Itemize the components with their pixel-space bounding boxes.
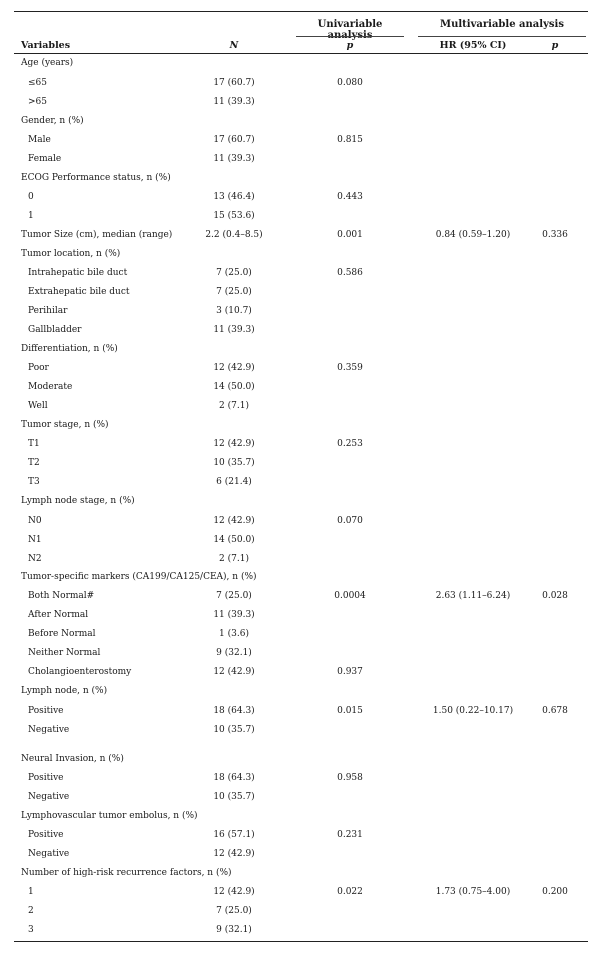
table-row (0, 420, 602, 436)
row-label: Positive (28, 706, 64, 716)
table-row (0, 439, 602, 455)
cell-hr: 0.84 (0.59–1.20) (435, 230, 511, 240)
row-label: Before Normal (28, 629, 96, 639)
cell-n: 12 (42.9) (213, 667, 255, 677)
table-row (0, 706, 602, 722)
row-label: N1 (28, 535, 42, 545)
row-label: Intrahepatic bile duct (28, 268, 128, 278)
table-row (0, 58, 602, 74)
row-label: T1 (28, 439, 40, 449)
row-label: Moderate (28, 382, 73, 392)
table-row (0, 554, 602, 570)
row-label: Lymph node stage, n (%) (21, 496, 135, 506)
table-bottom-rule (14, 941, 588, 942)
table-row (0, 648, 602, 664)
row-label: Cholangioenterostomy (28, 667, 132, 677)
table-row (0, 516, 602, 532)
cell-hr: 2.63 (1.11–6.24) (435, 591, 511, 601)
row-label: Lymphovascular tumor embolus, n (%) (21, 811, 198, 821)
table-row (0, 401, 602, 417)
row-label: T2 (28, 458, 40, 468)
table-row (0, 792, 602, 808)
row-label: Perihilar (28, 306, 68, 316)
cell-n: 18 (64.3) (213, 706, 255, 716)
cell-n: 9 (32.1) (216, 648, 252, 658)
row-label: Tumor location, n (%) (21, 249, 121, 259)
row-label: Gender, n (%) (21, 116, 84, 126)
row-label: Tumor-specific markers (CA199/CA125/CEA), n (%) (21, 572, 257, 582)
header-bottom-rule (14, 53, 588, 54)
row-label: 2 (28, 906, 34, 916)
table-row (0, 458, 602, 474)
table-row (0, 849, 602, 865)
row-label: >65 (28, 97, 47, 107)
table-row (0, 325, 602, 341)
row-label: Tumor stage, n (%) (21, 420, 109, 430)
cell-n: 14 (50.0) (213, 535, 255, 545)
cell-p-univariable: 0.586 (337, 268, 363, 278)
cell-n: 12 (42.9) (213, 849, 255, 859)
cell-n: 17 (60.7) (213, 78, 255, 88)
row-label: After Normal (28, 610, 89, 620)
row-label: 1 (28, 211, 34, 221)
cell-n: 7 (25.0) (216, 268, 252, 278)
table-row (0, 610, 602, 626)
table-row (0, 477, 602, 493)
row-label: Male (28, 135, 51, 145)
table-row (0, 868, 602, 884)
row-label: Gallbladder (28, 325, 82, 335)
row-label: N0 (28, 516, 42, 526)
table-row (0, 268, 602, 284)
column-header-n: N (229, 40, 239, 51)
column-header-variables: Variables (21, 40, 71, 51)
table-row (0, 230, 602, 246)
table-row (0, 363, 602, 379)
column-header-hr: HR (95% CI) (439, 40, 507, 51)
cell-p-univariable: 0.0004 (334, 591, 366, 601)
cell-n: 2 (7.1) (219, 554, 249, 564)
row-label: Neural Invasion, n (%) (21, 754, 124, 764)
cell-hr: 1.73 (0.75–4.00) (435, 887, 511, 897)
row-label: Positive (28, 830, 64, 840)
column-header-p-multivariable: p (551, 40, 559, 51)
cell-n: 11 (39.3) (213, 97, 255, 107)
cell-n: 12 (42.9) (213, 439, 255, 449)
cell-n: 14 (50.0) (213, 382, 255, 392)
cell-p-univariable: 0.015 (337, 706, 363, 716)
cell-p-univariable: 0.253 (337, 439, 363, 449)
cell-p-univariable: 0.001 (337, 230, 363, 240)
cell-p-multivariable: 0.200 (542, 887, 568, 897)
cell-n: 17 (60.7) (213, 135, 255, 145)
row-label: Positive (28, 773, 64, 783)
cell-p-univariable: 0.443 (337, 192, 363, 202)
table-row (0, 629, 602, 645)
table-row (0, 496, 602, 512)
cell-n: 12 (42.9) (213, 887, 255, 897)
row-label: Differentiation, n (%) (21, 344, 118, 354)
cell-n: 7 (25.0) (216, 906, 252, 916)
cell-n: 6 (21.4) (216, 477, 252, 487)
cell-n: 16 (57.1) (213, 830, 255, 840)
cell-n: 11 (39.3) (213, 154, 255, 164)
cell-p-univariable: 0.080 (337, 78, 363, 88)
cell-p-univariable: 0.815 (337, 135, 363, 145)
column-header-p-univariable: p (346, 40, 354, 51)
table-row (0, 344, 602, 360)
cell-p-univariable: 0.937 (337, 667, 363, 677)
univariable-group-header: Univariable (317, 19, 383, 30)
cell-n: 12 (42.9) (213, 363, 255, 373)
cell-n: 18 (64.3) (213, 773, 255, 783)
table-row (0, 173, 602, 189)
cell-n: 10 (35.7) (213, 458, 255, 468)
cell-n: 12 (42.9) (213, 516, 255, 526)
cell-p-univariable: 0.359 (337, 363, 363, 373)
table-row (0, 78, 602, 94)
row-label: Negative (28, 792, 70, 802)
table-row (0, 925, 602, 941)
table-row (0, 572, 602, 588)
table-row (0, 725, 602, 741)
row-label: Female (28, 154, 62, 164)
cell-n: 9 (32.1) (216, 925, 252, 935)
table-row (0, 535, 602, 551)
table-row (0, 667, 602, 683)
row-label: 3 (28, 925, 34, 935)
table-row (0, 773, 602, 789)
cell-p-univariable: 0.958 (337, 773, 363, 783)
table-row (0, 211, 602, 227)
cell-n: 7 (25.0) (216, 287, 252, 297)
cell-n: 13 (46.4) (213, 192, 255, 202)
cell-n: 2 (7.1) (219, 401, 249, 411)
cell-p-univariable: 0.231 (337, 830, 363, 840)
row-label: 0 (28, 192, 34, 202)
cell-n: 11 (39.3) (213, 325, 255, 335)
row-label: N2 (28, 554, 42, 564)
cell-p-multivariable: 0.028 (542, 591, 568, 601)
table-top-rule (14, 11, 588, 12)
cell-n: 10 (35.7) (213, 725, 255, 735)
cell-n: 10 (35.7) (213, 792, 255, 802)
cell-n: 2.2 (0.4–8.5) (205, 230, 263, 240)
table-row (0, 306, 602, 322)
table-row (0, 249, 602, 265)
univariable-span-rule (296, 36, 404, 37)
table-row (0, 192, 602, 208)
row-label: Lymph node, n (%) (21, 686, 108, 696)
table-row (0, 906, 602, 922)
table-row (0, 591, 602, 607)
table-row (0, 686, 602, 702)
row-label: Negative (28, 849, 70, 859)
cell-p-multivariable: 0.336 (542, 230, 568, 240)
row-label: 1 (28, 887, 34, 897)
row-label: ≤65 (28, 78, 47, 88)
row-label: T3 (28, 477, 40, 487)
table-row (0, 154, 602, 170)
cell-n: 15 (53.6) (213, 211, 255, 221)
multivariable-span-rule (418, 36, 586, 37)
row-label: Well (28, 401, 48, 411)
table-row (0, 811, 602, 827)
row-label: Neither Normal (28, 648, 101, 658)
table-row (0, 287, 602, 303)
cell-n: 3 (10.7) (216, 306, 252, 316)
row-label: Number of high-risk recurrence factors, n (%) (21, 868, 232, 878)
cell-n: 7 (25.0) (216, 591, 252, 601)
table-row (0, 887, 602, 903)
cell-hr: 1.50 (0.22–10.17) (432, 706, 514, 716)
table-row (0, 754, 602, 770)
cell-p-univariable: 0.070 (337, 516, 363, 526)
row-label: Negative (28, 725, 70, 735)
row-label: Poor (28, 363, 49, 373)
table-row (0, 116, 602, 132)
table-row (0, 382, 602, 398)
row-label: Extrahepatic bile duct (28, 287, 130, 297)
row-label: Both Normal# (28, 591, 95, 601)
row-label: Age (years) (21, 58, 74, 68)
cell-p-multivariable: 0.678 (542, 706, 568, 716)
multivariable-group-header: Multivariable analysis (440, 19, 564, 30)
table-row (0, 830, 602, 846)
row-label: ECOG Performance status, n (%) (21, 173, 171, 183)
table-row (0, 135, 602, 151)
table-row (0, 97, 602, 113)
cell-p-univariable: 0.022 (337, 887, 363, 897)
cell-n: 1 (3.6) (219, 629, 249, 639)
cell-n: 11 (39.3) (213, 610, 255, 620)
row-label: Tumor Size (cm), median (range) (21, 230, 173, 240)
